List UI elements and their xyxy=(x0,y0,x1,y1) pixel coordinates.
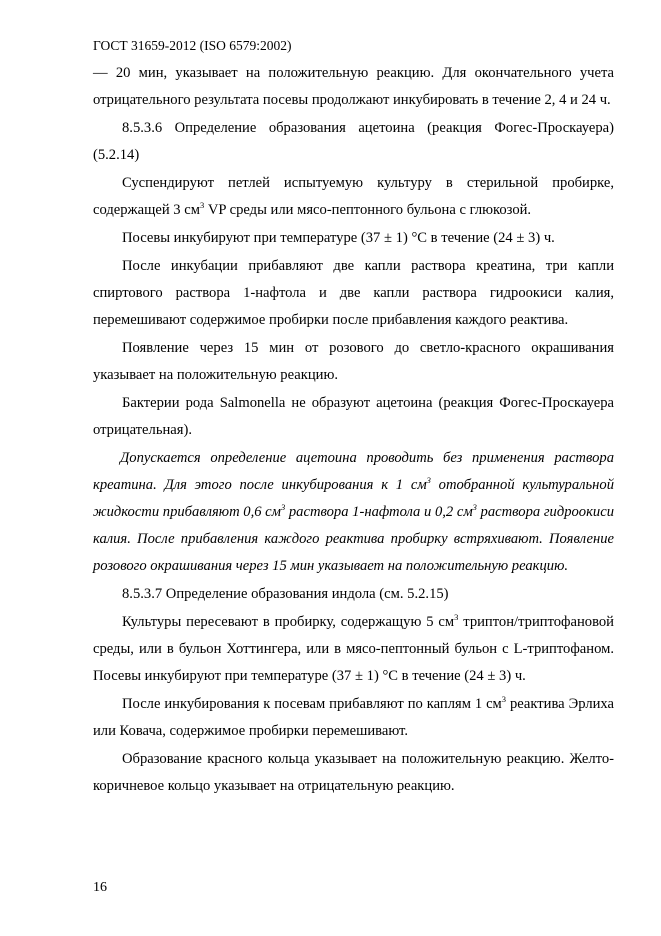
section-heading-8-5-3-6: 8.5.3.6 Определение образования ацетоина (реакция Фогес-Проскауера) (5.2.14) xyxy=(93,120,614,163)
paragraph: После инкубирования к посевам прибавляют по каплям 1 $см^3$ реактива Эрлиха или Ковача, содержимое пробирки перемешивают. xyxy=(93,694,614,739)
italic-note: Допускается определение ацетоина проводить без применения раствора креатина. Для этого после инкубирования к 1 $см^3$ отобранной культуральной жидкости прибавляют 0,6 $см^3$ раствора 1-нафтола и 0,2 $см^3$ раствора гидроокиси калия. После прибавления каждого реактива пробирку встряхивают. Появление розового окрашивания через 15 мин указывает на положительную реакцию. xyxy=(93,450,615,574)
paragraph: После инкубации прибавляют две капли раствора креатина, три капли спиртового раствора 1-нафтола и две капли раствора гидроокиси калия, перемешивают содержимое пробирки после прибавления каждого реактива. xyxy=(93,258,614,328)
page-number: 16 xyxy=(93,880,107,895)
paragraph: Появление через 15 мин от розового до светло-красного окрашивания указывает на положительную реакцию. xyxy=(93,340,614,383)
paragraph: — 20 мин, указывает на положительную реакцию. Для окончательного учета отрицательного результата посевы продолжают инкубировать в течение 2, 4 и 24 ч. xyxy=(93,65,614,108)
paragraph: Посевы инкубируют при температуре (37 ± 1) °С в течение (24 ± 3) ч. xyxy=(122,230,555,246)
paragraph: Суспендируют петлей испытуемую культуру в стерильной пробирке, содержащей 3 $см^3$ VP среды или мясо-пептонного бульона с глюкозой. xyxy=(93,175,614,218)
section-heading-8-5-3-7: 8.5.3.7 Определение образования индола (см. 5.2.15) xyxy=(122,586,449,602)
paragraph: Образование красного кольца указывает на положительную реакцию. Желто-коричневое кольцо указывает на отрицательную реакцию. xyxy=(93,751,614,794)
document-body xyxy=(93,60,614,800)
paragraph: Культуры пересевают в пробирку, содержащую 5 $см^3$ триптон/триптофановой среды, или в бульон Хоттингера, или в мясо-пептонный бульон с L-триптофаном. Посевы инкубируют при температуре (37 ± 1) °С в течение (24 ± 3) ч. xyxy=(93,612,614,684)
page-header: ГОСТ 31659-2012 (ISO 6579:2002) xyxy=(93,38,292,53)
paragraph: Бактерии рода Salmonella не образуют ацетоина (реакция Фогес-Проскауера отрицательная). xyxy=(93,395,614,438)
